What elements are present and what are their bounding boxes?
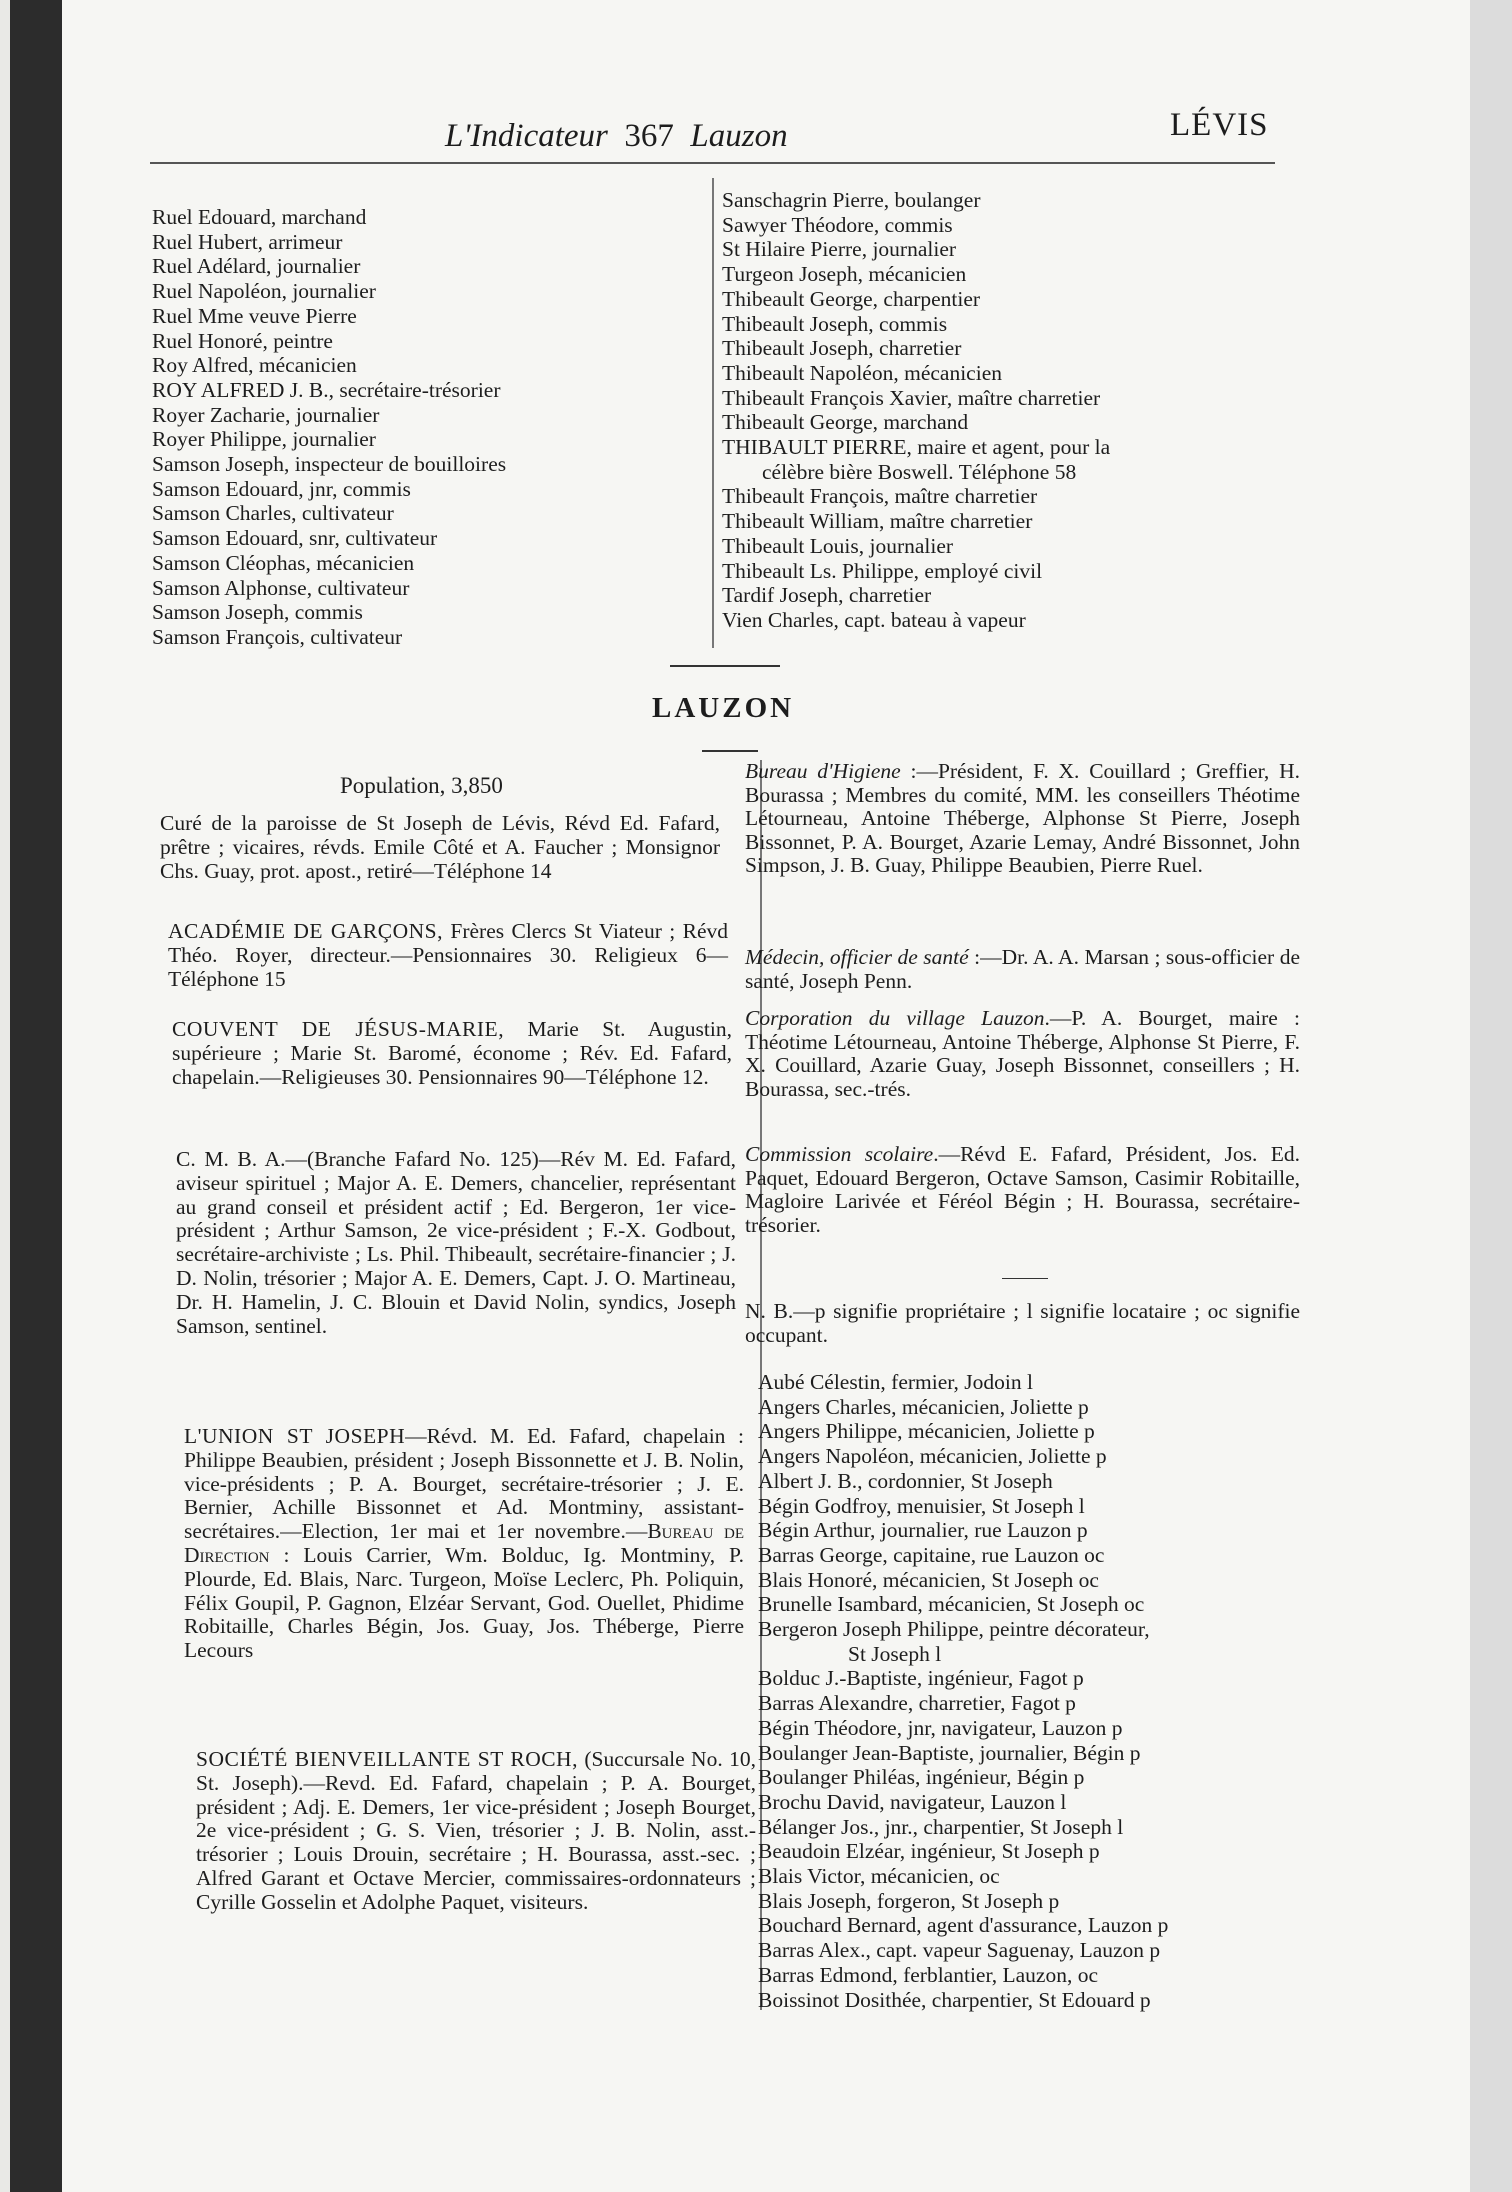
list-item: Roy Alfred, mécanicien — [152, 353, 357, 378]
commission-entry — [745, 1143, 1300, 1237]
list-item: Thibeault Joseph, charretier — [722, 336, 962, 361]
list-item: Angers Philippe, mécanicien, Joliette p — [758, 1419, 1095, 1444]
couvent-heading: COUVENT DE JÉSUS-MARIE, — [172, 1017, 505, 1041]
running-header — [445, 118, 788, 155]
list-item: Thibeault Louis, journalier — [722, 533, 954, 558]
list-item: Samson François, cultivateur — [152, 624, 403, 649]
list-item: St Hilaire Pierre, journalier — [722, 237, 957, 262]
list-item: THIBAULT PIERRE, maire et agent, pour la — [722, 435, 1111, 460]
list-item: Angers Napoléon, mécanicien, Joliette p — [758, 1444, 1107, 1469]
list-item: Thibeault Napoléon, mécanicien — [722, 360, 1002, 385]
list-item: Royer Philippe, journalier — [152, 427, 376, 452]
list-item: Samson Cléophas, mécanicien — [152, 550, 415, 575]
list-item: Royer Zacharie, journalier — [152, 402, 380, 427]
header-title-left: L'Indicateur — [445, 118, 608, 154]
union-bureau: Bureau de Direction — [184, 1519, 744, 1567]
list-item: Vien Charles, capt. bateau à vapeur — [722, 607, 1026, 632]
commission-text: .—Révd E. Fafard, Président, Jos. Ed. Paquet, Edouard Bergeron, Octave Samson, Casimir Robitaille, Magloire Larivée et Féréol Bégin ; H. Bourassa, secrétaire-trésorier. — [745, 1142, 1300, 1237]
union-text: —Révd. M. Ed. Fafard, chapelain : Philippe Beaubien, président ; Joseph Bissonnette et J. B. Nolin, vice-présidents ; P. A. Bourget, secrétaire-trésorier ; J. E. Bernier, Achille Bissonnet et Ad. Montminy, assistant-secrétaires.—Election, 1er mai et 1er novembre.— — [184, 1424, 744, 1544]
column-divider-top — [712, 178, 714, 648]
list-item: Boissinot Dosithée, charpentier, St Edouard p — [758, 1987, 1151, 2012]
union-text-2: : Louis Carrier, Wm. Bolduc, Ig. Montminy, P. Plourde, Ed. Blais, Narc. Turgeon, Moïse Leclerc, Ph. Poliquin, Félix Goupil, P. Gagnon, Elzéar Servant, God. Ouellet, Phidime Robitaille, Charles Bégin, Jos. Guay, Jos. Théberge, Pierre Lecours — [184, 1542, 744, 1663]
list-item: Ruel Edouard, marchand — [152, 205, 367, 229]
list-item: Blais Honoré, mécanicien, St Joseph oc — [758, 1567, 1099, 1592]
book-binding — [0, 0, 62, 2192]
section-rule-bottom — [702, 750, 758, 752]
academie-entry — [168, 920, 728, 991]
list-item: Samson Edouard, jnr, commis — [152, 476, 411, 501]
corporation-heading: Corporation du village Lauzon — [745, 1006, 1045, 1030]
list-item: Blais Victor, mécanicien, oc — [758, 1864, 1000, 1889]
list-item: Bélanger Jos., jnr., charpentier, St Joseph l — [758, 1814, 1124, 1839]
list-item: ROY ALFRED J. B., secrétaire-trésorier — [152, 377, 501, 402]
list-item: Tardif Joseph, charretier — [722, 583, 932, 608]
list-item: Brochu David, navigateur, Lauzon l — [758, 1789, 1067, 1814]
separator-rule — [1002, 1278, 1048, 1279]
list-item: Ruel Hubert, arrimeur — [152, 229, 343, 254]
nb-text: N. B.—p signifie propriétaire ; l signifie locataire ; oc signifie occupant. — [745, 1299, 1300, 1347]
cmba-text: C. M. B. A.—(Branche Fafard No. 125)—Rév M. Ed. Fafard, aviseur spirituel ; Major A. E. Demers, chancelier, représentant au grand conseil et président actif ; Ed. Bergeron, 1er vice-président ; Arthur Samson, 2e vice-président ; F.-X. Godbout, secrétaire-archiviste ; Ls. Phil. Thibeault, secrétaire-financier ; J. D. Nolin, trésorier ; Major A. E. Demers, Capt. J. O. Martineau, Dr. H. Hamelin, J. C. Blouin et David Nolin, syndics, Joseph Samson, sentinel. — [176, 1147, 736, 1338]
list-item: Samson Joseph, inspecteur de bouilloires — [152, 452, 507, 477]
list-item: Turgeon Joseph, mécanicien — [722, 262, 967, 287]
corporation-entry — [745, 1007, 1300, 1101]
list-item: Ruel Napoléon, journalier — [152, 279, 376, 304]
list-item: Thibeault George, charpentier — [722, 286, 981, 311]
bureau-hygiene-text: :—Président, F. X. Couillard ; Greffier, H. Bourassa ; Membres du comité, MM. les conseillers Théotime Létourneau, Antoine Théberge, Alphonse St Pierre, Joseph Bissonnet, P. A. Bourget, Azarie Lemay, André Bissonnet, John Simpson, J. B. Guay, Philippe Beaubien, Pierre Ruel. — [745, 759, 1300, 878]
header-corner-title: LÉVIS — [1170, 107, 1269, 143]
list-item: Bégin Arthur, journalier, rue Lauzon p — [758, 1518, 1088, 1543]
list-item: Sawyer Théodore, commis — [722, 212, 953, 237]
list-item: Ruel Honoré, peintre — [152, 328, 333, 353]
medecin-text: :—Dr. A. A. Marsan ; sous-officier de santé, Joseph Penn. — [745, 945, 1300, 993]
couvent-text: Marie St. Augustin, supérieure ; Marie St. Baromé, économe ; Rév. Ed. Fafard, chapelain.—Religieuses 30. Pensionnaires 90—Téléphone 12. — [172, 1017, 732, 1089]
header-title-right: Lauzon — [690, 118, 788, 154]
corporation-text: .—P. A. Bourget, maire : Théotime Létourneau, Antoine Théberge, Alphonse St Pierre, F. X. Couillard, Azarie Guay, Joseph Bissonnet, conseillers ; H. Bourassa, sec.-trés. — [745, 1006, 1300, 1101]
page-number: 367 — [624, 118, 674, 154]
page-edge — [1470, 0, 1512, 2192]
section-rule-top — [670, 665, 780, 667]
societe-entry — [196, 1748, 756, 1915]
list-item: Bergeron Joseph Philippe, peintre décorateur, — [758, 1617, 1150, 1642]
list-item: Albert J. B., cordonnier, St Joseph — [758, 1468, 1053, 1493]
header-rule — [150, 162, 1275, 164]
residents-directory — [758, 1370, 1168, 2012]
list-item: Thibeault Ls. Philippe, employé civil — [722, 558, 1043, 583]
list-item-continuation: célèbre bière Boswell. Téléphone 58 — [762, 459, 1077, 484]
couvent-entry — [172, 1018, 732, 1089]
list-item: Boulanger Philéas, ingénieur, Bégin p — [758, 1765, 1085, 1790]
societe-text: (Succursale No. 10, St. Joseph).—Revd. Ed. Fafard, chapelain ; P. A. Bourget, président ; Adj. E. Demers, 1er vice-président ; Joseph Bourget, 2e vice-président ; G. S. Vien, trésorier ; J. B. Nolin, asst.-trésorier ; Louis Drouin, secrétaire ; H. Bourassa, asst.-sec. ; Alfred Garant et Octave Mercier, commissaires-ordonnateurs ; Cyrille Gosselin et Adolphe Paquet, visiteurs. — [196, 1747, 756, 1914]
adjacent-page-edge — [0, 0, 10, 2192]
medecin-heading: Médecin, officier de santé — [745, 945, 969, 969]
list-item: Boulanger Jean-Baptiste, journalier, Bégin p — [758, 1740, 1141, 1765]
list-item: Sanschagrin Pierre, boulanger — [722, 188, 981, 212]
list-item: Samson Alphonse, cultivateur — [152, 575, 410, 600]
list-item: Thibeault George, marchand — [722, 410, 969, 435]
list-item: Brunelle Isambard, mécanicien, St Joseph oc — [758, 1592, 1145, 1617]
bureau-hygiene-entry — [745, 760, 1300, 878]
list-item: Ruel Mme veuve Pierre — [152, 303, 357, 328]
cure-text: Curé de la paroisse de St Joseph de Lévis, Révd Ed. Fafard, prêtre ; vicaires, révds. Emile Côté et A. Faucher ; Monsignor Chs. Guay, prot. apost., retiré—Téléphone 14 — [160, 811, 720, 883]
section-title: LAUZON — [652, 692, 795, 724]
list-item: Bouchard Bernard, agent d'assurance, Lauzon p — [758, 1913, 1169, 1938]
academie-heading: ACADÉMIE DE GARÇONS, — [168, 919, 443, 943]
list-item: Thibeault François, maître charretier — [722, 484, 1038, 509]
list-item: Samson Edouard, snr, cultivateur — [152, 526, 438, 551]
union-heading: L'UNION ST JOSEPH — [184, 1424, 406, 1448]
list-item: Bégin Théodore, jnr, navigateur, Lauzon p — [758, 1715, 1123, 1740]
societe-heading: SOCIÉTÉ BIENVEILLANTE ST ROCH, — [196, 1747, 578, 1771]
left-top-list — [152, 205, 506, 650]
cmba-entry — [176, 1148, 736, 1338]
population: Population, 3,850 — [340, 773, 503, 798]
right-top-list — [722, 188, 1110, 633]
list-item: Aubé Célestin, fermier, Jodoin l — [758, 1370, 1033, 1394]
list-item: Ruel Adélard, journalier — [152, 254, 361, 279]
union-entry — [184, 1425, 744, 1663]
commission-heading: Commission scolaire — [745, 1142, 934, 1166]
list-item: Beaudoin Elzéar, ingénieur, St Joseph p — [758, 1839, 1100, 1864]
list-item: Barras Alex., capt. vapeur Saguenay, Lauzon p — [758, 1938, 1161, 1963]
list-item: Bégin Godfroy, menuisier, St Joseph l — [758, 1493, 1085, 1518]
list-item: Barras Edmond, ferblantier, Lauzon, oc — [758, 1962, 1099, 1987]
list-item: Samson Charles, cultivateur — [152, 501, 394, 526]
list-item: Angers Charles, mécanicien, Joliette p — [758, 1394, 1089, 1419]
list-item: Samson Joseph, commis — [152, 600, 363, 625]
list-item: Thibeault François Xavier, maître charretier — [722, 385, 1101, 410]
list-item: Thibeault Joseph, commis — [722, 311, 948, 336]
list-item: Barras Alexandre, charretier, Fagot p — [758, 1691, 1076, 1716]
academie-text: Frères Clercs St Viateur ; Révd Théo. Royer, directeur.—Pensionnaires 30. Religieux 6—Téléphone 15 — [168, 919, 728, 991]
bureau-hygiene-heading: Bureau d'Higiene — [745, 759, 901, 783]
list-item: Bolduc J.-Baptiste, ingénieur, Fagot p — [758, 1666, 1084, 1691]
cure-entry — [160, 812, 720, 883]
list-item-continuation: St Joseph l — [848, 1641, 942, 1666]
nb-note — [745, 1300, 1300, 1347]
list-item: Thibeault William, maître charretier — [722, 509, 1033, 534]
list-item: Barras George, capitaine, rue Lauzon oc — [758, 1542, 1105, 1567]
list-item: Blais Joseph, forgeron, St Joseph p — [758, 1888, 1060, 1913]
medecin-entry — [745, 946, 1300, 993]
